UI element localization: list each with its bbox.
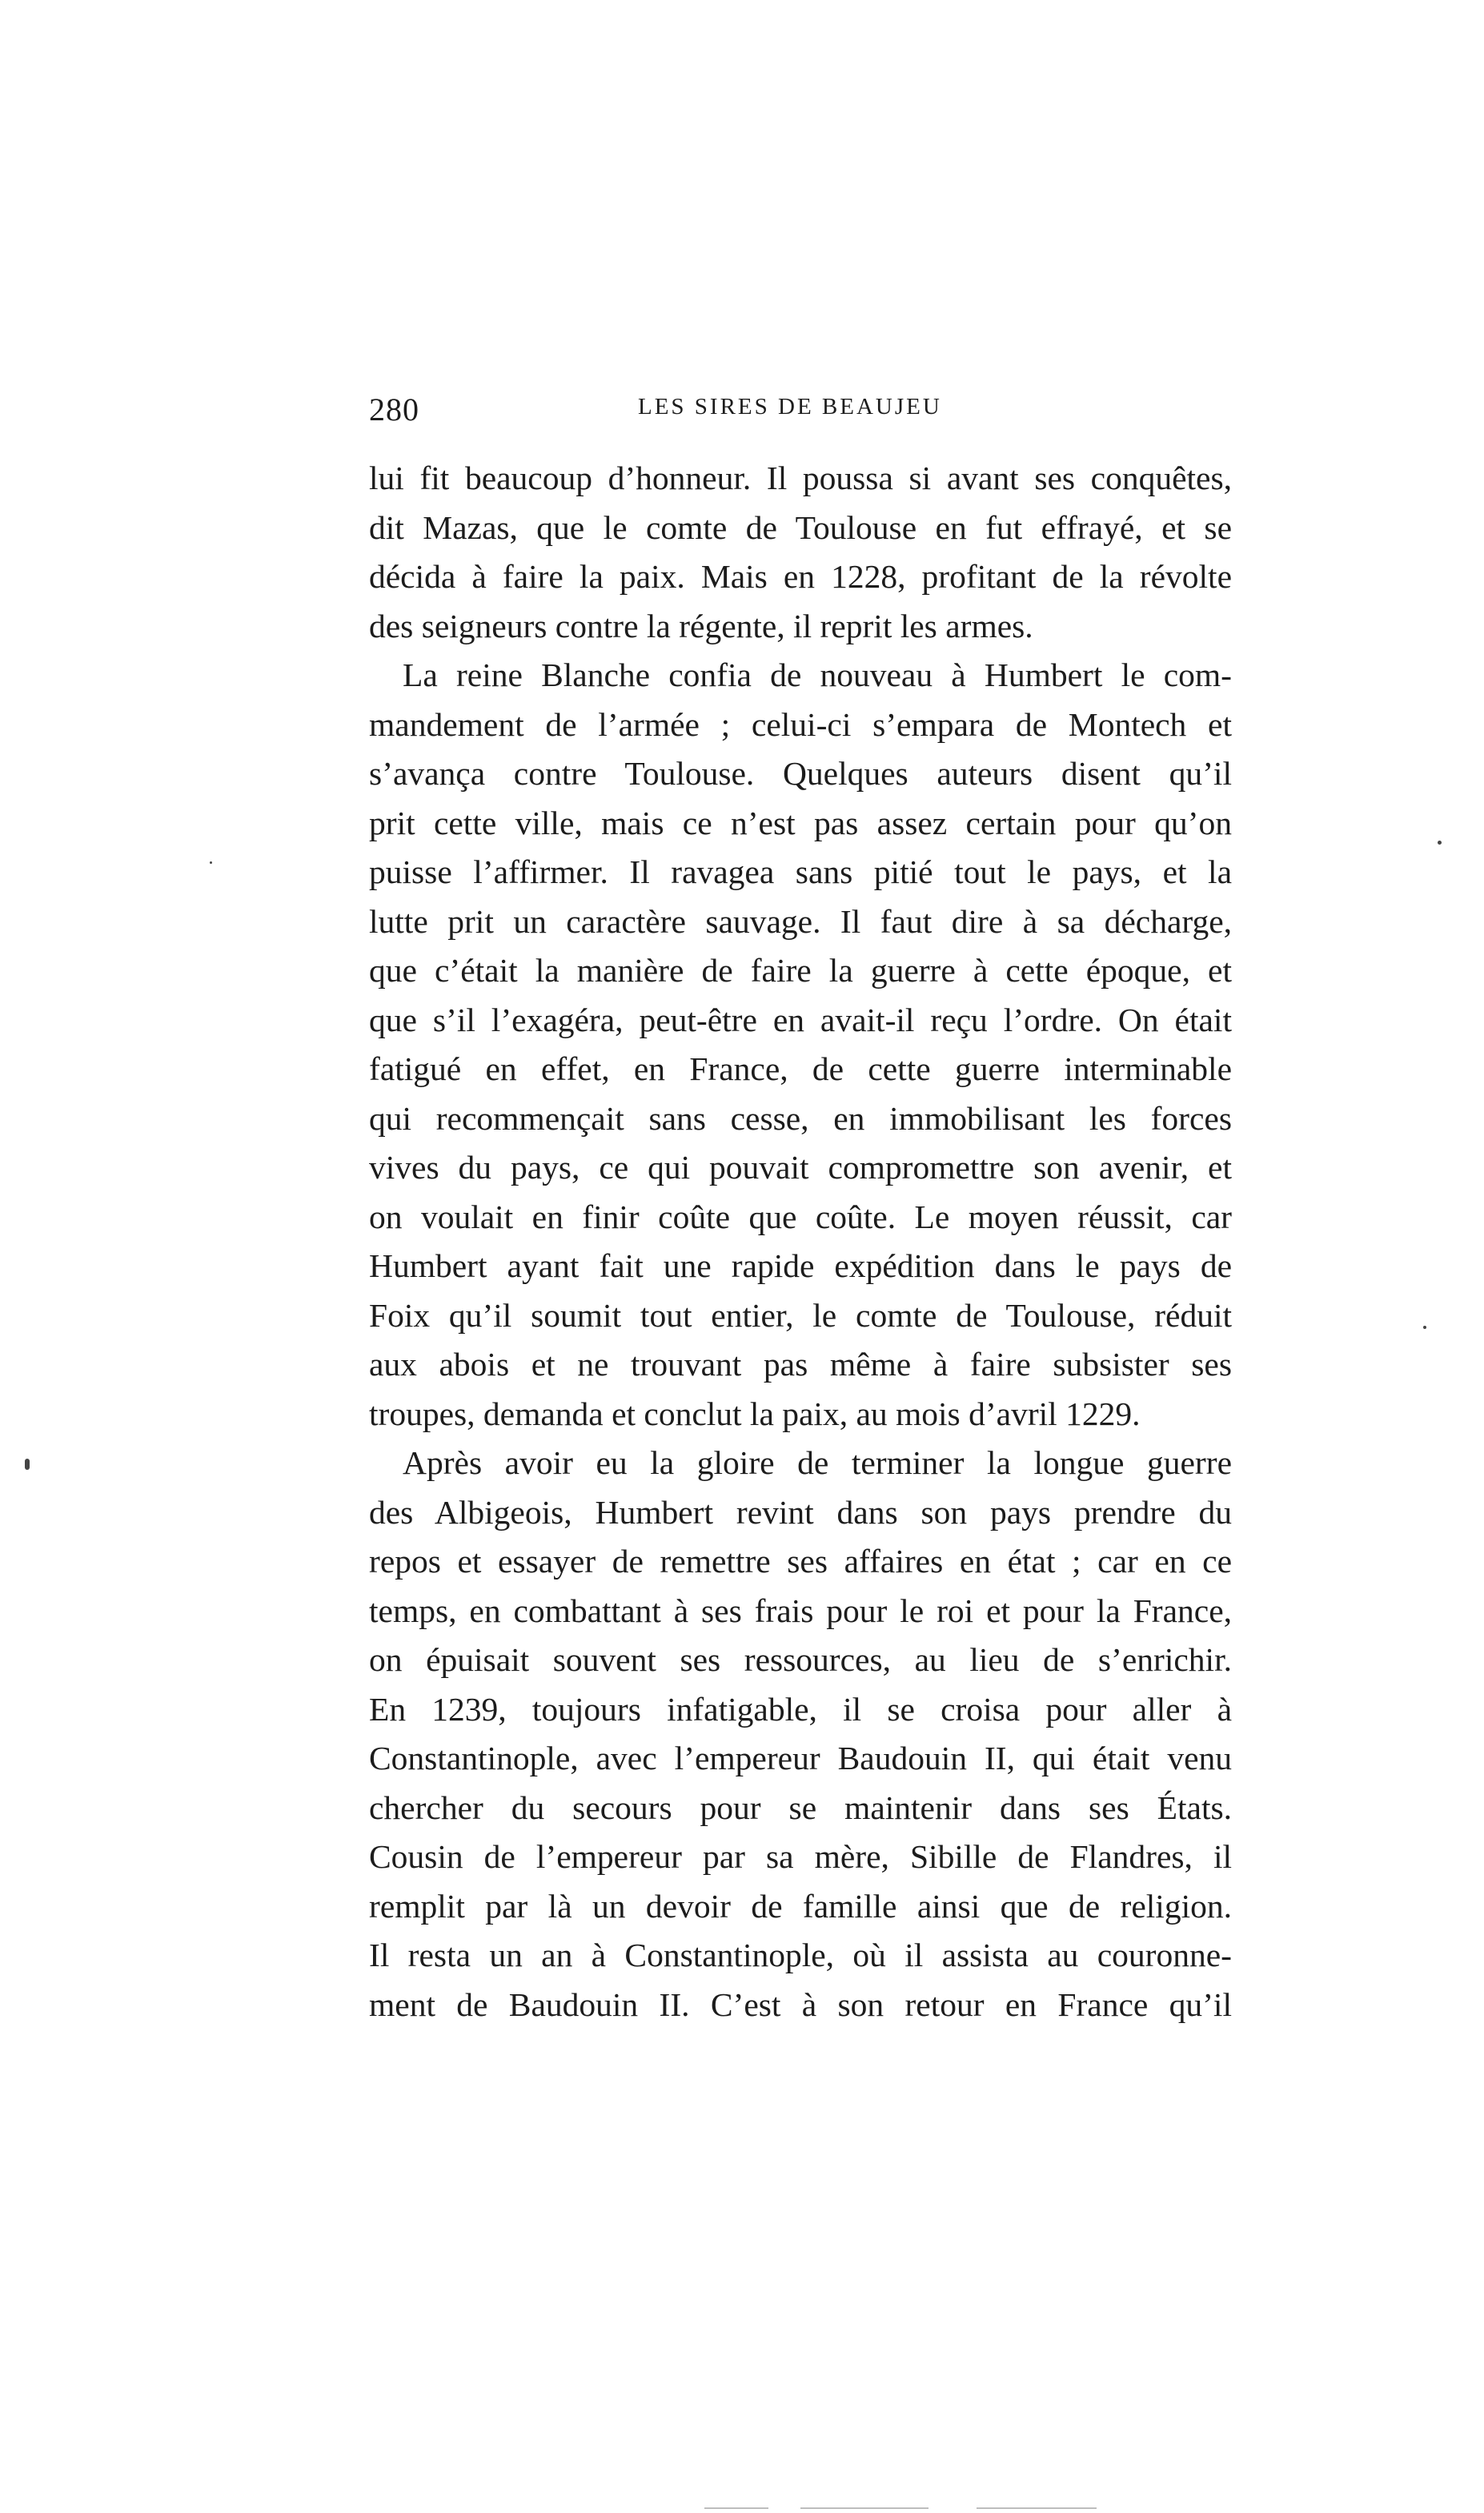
- text-line: lutte prit un caractère sauvage. Il faut dire à sa décharge,: [369, 902, 1232, 940]
- text-line: Foix qu’il soumit tout entier, le comte de Toulouse, réduit: [369, 1296, 1232, 1334]
- text-line: mandement de l’armée ; celui-ci s’empara de Montech et: [369, 705, 1232, 743]
- text-line: on épuisait souvent ses ressources, au lieu de s’enrichir.: [369, 1641, 1232, 1678]
- text-line: des seigneurs contre la régente, il reprit les armes.: [369, 607, 1033, 644]
- text-line: temps, en combattant à ses frais pour le roi et pour la France,: [369, 1592, 1232, 1629]
- text-line: Humbert ayant fait une rapide expédition dans le pays de: [369, 1247, 1232, 1284]
- scan-speck: [210, 861, 212, 864]
- text-line: repos et essayer de remettre ses affaires en état ; car en ce: [369, 1543, 1232, 1580]
- text-line: fatigué en effet, en France, de cette guerre interminable: [369, 1050, 1232, 1087]
- page-header: [369, 391, 1232, 431]
- text-line: décida à faire la paix. Mais en 1228, profitant de la révolte: [369, 558, 1232, 595]
- text-line: Constantinople, avec l’empereur Baudouin II, qui était venu: [369, 1740, 1232, 1776]
- scan-edge-line: [704, 2507, 768, 2509]
- scan-speck: [25, 1459, 30, 1470]
- page-number: 280: [369, 391, 419, 428]
- text-line: puisse l’affirmer. Il ravagea sans pitié tout le pays, et la: [369, 853, 1232, 890]
- text-line: chercher du secours pour se maintenir dans ses États.: [369, 1788, 1232, 1826]
- text-line: s’avança contre Toulouse. Quelques auteurs disent qu’il: [369, 755, 1232, 792]
- text-line: prit cette ville, mais ce n’est pas assez certain pour qu’on: [369, 804, 1232, 841]
- text-line: qui recommençait sans cesse, en immobilisant les forces: [369, 1099, 1232, 1137]
- scan-edge-line: [800, 2507, 929, 2509]
- text-line: remplit par là un devoir de famille ainsi que de religion.: [369, 1887, 1232, 1925]
- text-line: aux abois et ne trouvant pas même à faire subsister ses: [369, 1346, 1232, 1383]
- text-line: La reine Blanche confia de nouveau à Humbert le com-: [403, 656, 1232, 693]
- scan-edge-line: [977, 2507, 1097, 2509]
- text-line: que c’était la manière de faire la guerre à cette époque, et: [369, 952, 1232, 989]
- text-line: Cousin de l’empereur par sa mère, Sibille de Flandres, il: [369, 1838, 1232, 1875]
- text-line: que s’il l’exagéra, peut-être en avait-il reçu l’ordre. On était: [369, 1001, 1232, 1038]
- scan-speck: [1423, 1326, 1426, 1329]
- text-line: des Albigeois, Humbert revint dans son pays prendre du: [369, 1493, 1232, 1531]
- text-line: ment de Baudouin II. C’est à son retour en France qu’il: [369, 1985, 1232, 2023]
- text-line: En 1239, toujours infatigable, il se croisa pour aller à: [369, 1690, 1232, 1728]
- text-line: lui fit beaucoup d’honneur. Il poussa si avant ses conquêtes,: [369, 460, 1232, 496]
- scan-speck: [1438, 841, 1442, 845]
- body-text: [369, 454, 1232, 2029]
- text-line: dit Mazas, que le comte de Toulouse en fut effrayé, et se: [369, 508, 1232, 546]
- running-head: LES SIRES DE BEAUJEU: [638, 394, 942, 420]
- text-line: on voulait en finir coûte que coûte. Le moyen réussit, car: [369, 1198, 1232, 1235]
- text-line: troupes, demanda et conclut la paix, au mois d’avril 1229.: [369, 1395, 1141, 1432]
- text-line: vives du pays, ce qui pouvait compromettre son avenir, et: [369, 1149, 1232, 1186]
- text-line: Il resta un an à Constantinople, où il assista au couronne-: [369, 1937, 1232, 1973]
- text-line: Après avoir eu la gloire de terminer la longue guerre: [403, 1444, 1232, 1481]
